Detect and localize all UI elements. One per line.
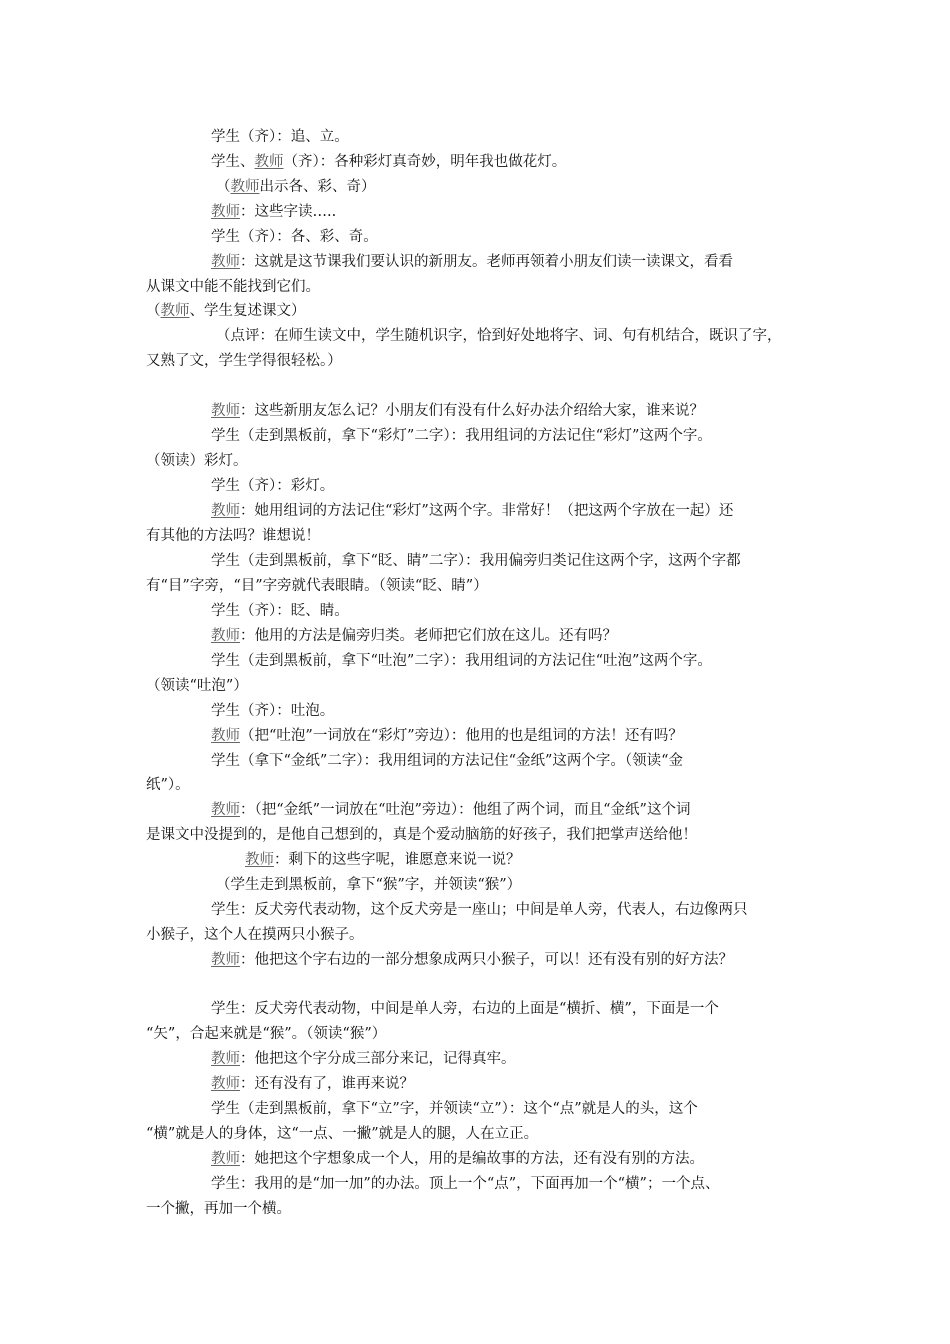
paragraph-line: 教师：她把这个字想象成一个人，用的是编故事的方法，还有没有别的方法。 <box>211 1151 704 1167</box>
paragraph-line: 教师：（把“金纸”一词放在“吐泡”旁边）：他组了两个词，而且“金纸”这个词 <box>211 802 691 818</box>
paragraph-line: 小猴子，这个人在摸两只小猴子。 <box>146 927 364 943</box>
teacher-link[interactable]: 教师 <box>254 154 284 170</box>
paragraph-line: 学生（齐）：各、彩、奇。 <box>211 229 378 245</box>
paragraph-line: “横”就是人的身体，这“一点、一撇”就是人的腿，人在立正。 <box>146 1126 539 1142</box>
teacher-link[interactable]: 教师 <box>211 1076 240 1092</box>
paragraph-line: 教师：他把这个字右边的一部分想象成两只小猴子，可以！还有没有别的好方法？ <box>211 952 733 968</box>
paragraph-line: 从课文中能不能找到它们。 <box>146 279 320 295</box>
paragraph-line: 学生（齐）：彩灯。 <box>211 478 335 494</box>
paragraph-line: 学生：我用的是“加一加”的办法。顶上一个“点”，下面再加一个“横”；一个点、 <box>211 1176 720 1192</box>
teacher-link[interactable]: 教师 <box>160 303 190 319</box>
teacher-link[interactable]: 教师 <box>245 852 274 868</box>
comment-line: 又熟了文，学生学得很轻松。） <box>146 353 342 369</box>
teacher-link[interactable]: 教师 <box>211 503 240 519</box>
teacher-link[interactable]: 教师 <box>230 179 260 195</box>
paragraph-line: 学生：反犬旁代表动物，这个反犬旁是一座山；中间是单人旁，代表人，右边像两只 <box>211 902 748 918</box>
teacher-link[interactable]: 教师 <box>211 952 240 968</box>
teacher-link[interactable]: 教师 <box>211 628 240 644</box>
paragraph-line: 学生（齐）：眨、睛。 <box>211 603 349 619</box>
paragraph-line: 学生（齐）：吐泡。 <box>211 703 335 719</box>
teacher-link[interactable]: 教师 <box>211 802 240 818</box>
teacher-link[interactable]: 教师 <box>211 204 240 220</box>
paragraph-line: 有其他的方法吗？谁想说！ <box>146 528 320 544</box>
paragraph-line: 学生（齐）：追、立。 <box>211 129 349 145</box>
paragraph-line: 教师：她用组词的方法记住“彩灯”这两个字。非常好！（把这两个字放在一起）还 <box>211 503 734 519</box>
paragraph-line: 教师：他把这个字分成三部分来记，记得真牢。 <box>211 1051 516 1067</box>
paragraph-line: 纸”）。 <box>146 777 190 793</box>
paragraph-line: 有“目”字旁，“目”字旁就代表眼睛。（领读“眨、睛”） <box>146 578 488 594</box>
paragraph-line: （领读）彩灯。 <box>146 453 248 469</box>
paragraph-line: 一个撇，再加一个横。 <box>146 1201 291 1217</box>
comment-line: （点评：在师生读文中，学生随机识字，恰到好处地将字、词、句有机结合，既识了字， <box>216 328 782 344</box>
paragraph-line: 学生（走到黑板前，拿下“立”字，并领读“立”）：这个“点”就是人的头，这个 <box>211 1101 698 1117</box>
paragraph-line: （领读“吐泡”） <box>146 678 248 694</box>
paragraph-line: “矢”，合起来就是“猴”。（领读“猴”） <box>146 1026 387 1042</box>
paragraph-line: 教师（把“吐泡”一词放在“彩灯”旁边）：他用的也是组词的方法！还有吗？ <box>211 728 683 744</box>
paragraph-line: 学生（走到黑板前，拿下“吐泡”二字）：我用组词的方法记住“吐泡”这两个字。 <box>211 653 712 669</box>
paragraph-line: 学生（走到黑板前，拿下“彩灯”二字）：我用组词的方法记住“彩灯”这两个字。 <box>211 428 712 444</box>
paragraph-line: 学生、教师（齐）：各种彩灯真奇妙，明年我也做花灯。 <box>211 154 567 170</box>
teacher-link[interactable]: 教师 <box>211 728 240 744</box>
teacher-link[interactable]: 教师 <box>211 1051 240 1067</box>
paragraph-line: 教师：这些新朋友怎么记？小朋友们有没有什么好办法介绍给大家，谁来说？ <box>211 403 704 419</box>
paragraph-line: （学生走到黑板前，拿下“猴”字，并领读“猴”） <box>216 877 522 893</box>
paragraph-line: 学生：反犬旁代表动物，中间是单人旁，右边的上面是“横折、横”，下面是一个 <box>211 1001 719 1017</box>
paragraph-line: 学生（走到黑板前，拿下“眨、睛”二字）：我用偏旁归类记住这两个字，这两个字都 <box>211 553 741 569</box>
paragraph-line: 教师：他用的方法是偏旁归类。老师把它们放在这儿。还有吗？ <box>211 628 617 644</box>
paragraph-line: （教师、学生复述课文） <box>146 303 306 319</box>
paragraph-line: 教师：还有没有了，谁再来说？ <box>211 1076 414 1092</box>
paragraph-line: 学生（拿下“金纸”二字）：我用组词的方法记住“金纸”这两个字。（领读“金 <box>211 753 684 769</box>
teacher-link[interactable]: 教师 <box>211 1151 240 1167</box>
paragraph-line: （教师出示各、彩、奇） <box>216 179 376 195</box>
paragraph-line: 教师：这些字读….. <box>211 204 337 220</box>
paragraph-line: 教师：这就是这节课我们要认识的新朋友。老师再领着小朋友们读一读课文，看看 <box>211 254 733 270</box>
paragraph-line: 教师：剩下的这些字呢，谁愿意来说一说？ <box>245 852 521 868</box>
paragraph-line: 是课文中没提到的，是他自己想到的，真是个爱动脑筋的好孩子，我们把掌声送给他！ <box>146 827 697 843</box>
teacher-link[interactable]: 教师 <box>211 403 240 419</box>
teacher-link[interactable]: 教师 <box>211 254 240 270</box>
